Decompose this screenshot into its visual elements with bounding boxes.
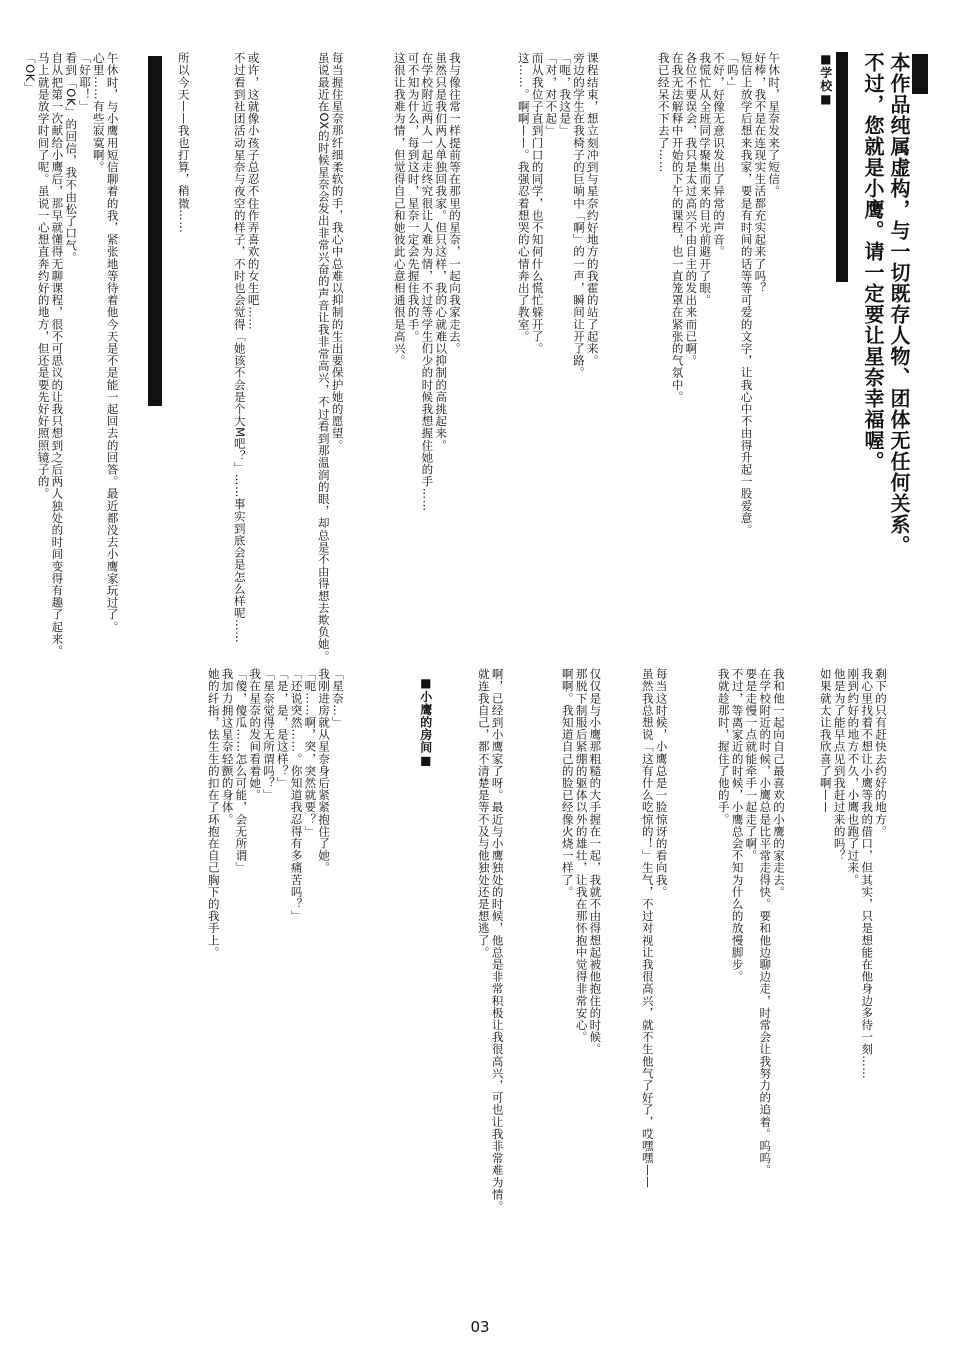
upper-block-6: 所以今天——我也打算，稍微…… — [176, 52, 191, 234]
lower-block-1: 剩下的只有赶快去约好的地方。 我心里找着不想让小鹰等我的借口，但其实，只是想能在他身边多待一刻…… 刚到约好的地方不久，小鹰也跑了过来。 他是为了能早点见到我赶过来的吗？ 如果就太让我欣喜了啊—— — [818, 668, 888, 1080]
lower-block-4: 仅仅是与小鹰那粗糙的大手握在一起，我就不由得想起被他抱住的时候。 那脱下制服后紧绷的躯体以外的雄壮，让我在那怀抱中觉得非常安心。 啊啊。我知道自己的脸已经像火烧一样了。 — [560, 668, 603, 1056]
page-number: 03 — [470, 1318, 490, 1336]
upper-block-2: 课程结束，想立刻冲到与星奈约好地方的我霍的站了起来。 旁边的学生在我椅子的巨响中「啊」的一声，瞬间让开了路。 「呃，我这是」 「对，对不起」 而从我位子直到门口的同学，也不知何什么慌忙躲开了。 这……。啊啊——。我强忍着想哭的心情奔出了教室。 — [516, 52, 600, 379]
black-bar-decoration — [836, 52, 848, 282]
black-bar-decoration — [912, 54, 928, 94]
upper-block-4: 每当握住星奈那纤细柔软的手，我心中总难以抑制的生出要保护她的愿望。 虽说最近在OX的时候星奈会发出非常兴奋的声音让我非常高兴，不过看到那温润的眼，却总是不由得想去欺负她。 — [316, 52, 345, 663]
upper-block-1: 午休时，星奈发来了短信。 好棒，我不是在连现实生活都充实起来了吗？ 短信上放学后想来我家，要是有时间的话等等可爱的文字，让我心中不由得升起一股爱意。 「呜-」 不好，好像无意识发出了异常的声音。 我慌忙从全班同学聚集而来的目光前避开了眼。 各位不要误会，我只是太过高兴不由自主的发出来而已啊。 在我无法解释中开始的下午的课程，也一直笼罩在紧张的气氛中。 我已经呆不下去了…… — [656, 52, 782, 536]
upper-block-7: 午休时，与小鹰用短信聊着的我，紧张地等待着他今天是不是能一起回去的回答。最近都没去小鹰家玩过了。 心里……有些寂寞啊。 「好耶！」 看到「OK」的回信，我不由松了口气。 自从把第一次献给小鹰后，那早就懂得无聊课程，很不可思议的让我只想到之后两人独处的时间变得有趣了起来。 马上就是放学时间了呢。虽说一心想直奔约好的地方，但还是要先好好照照镜子的。 「OK」 — [22, 52, 120, 657]
upper-block-3: 我与像往常一样提前等在那里的星奈，一起向我家走去。 虽然只是我们两人单独回我家。但只这样，我的心就难以抑制的高挑起来。 在学校附近两人一起走终究很让人难为情，不过等学生们少的时候我想握住她的手…… 可不知为什么，每到这时，星奈一定会先握住我的手。 这很让我难为情，但觉得自己和她彼此心意相通很是高兴。 — [392, 52, 462, 512]
section-room: ■小鹰的房间■ — [418, 676, 433, 769]
disclaimer: 本作品纯属虚构，与一切既存人物、团体无任何关系。 不过，您就是小鹰。请一定要让星奈幸福喔。 — [861, 52, 911, 556]
lower-block-2: 我和他一起向自己最喜欢的小鹰的家走去。 在学校附近的时候，小鹰总是比平常走得快。要和他边聊边走，时常会让我努力的追着。呜呜。 要是走慢一点就能牵手一起走了啊。 不过，等离家近的时候，小鹰总会不知为什么的放慢脚步。 我就趁那时，握住了他的手。 — [716, 668, 786, 1177]
black-bar-divider — [148, 56, 162, 406]
section-school: ■学校■ — [818, 52, 833, 107]
lower-block-3: 每当这时候，小鹰总是一脸惊讶的看向我。 虽然我总想说「这有什么吃惊的！」生气，不过对视让我很高兴，就不生他气了好了，哎嘿嘿—— — [640, 668, 669, 1189]
upper-block-5: 或许，这就像小孩子总忍不住作弄喜欢的女生吧…… 不过看到社团活动星奈与夜空的样子，不时也会觉得「她该不会是个大M吧？」……事实到底会是怎么样呢…… — [232, 52, 261, 644]
lower-block-6: 「星奈…」 我刚进房就从星奈身后紧紧抱住了她。 「呃……啊，突，突然就要？」 「还说突然……。你知道我忍得有多痛苦吗？」 「是，是，是这样？」 「星奈觉得无所谓吗？」 我在星奈的发间看着她。 「傻，傻瓜……怎么可能，会无所谓」 我加力拥这星奈轻颤的身体。 她的纤指，怯生生的扣在了环抱在自己胸下的我手上。 — [206, 668, 345, 959]
lower-block-5: 啊，已经到小鹰家了呀。最近与小鹰独处的时候，他总是非常积极让我很高兴，可也让我非常难为情。 就连我自己，都不清楚是等不及与他独处还是想逃了。 — [476, 668, 505, 1213]
